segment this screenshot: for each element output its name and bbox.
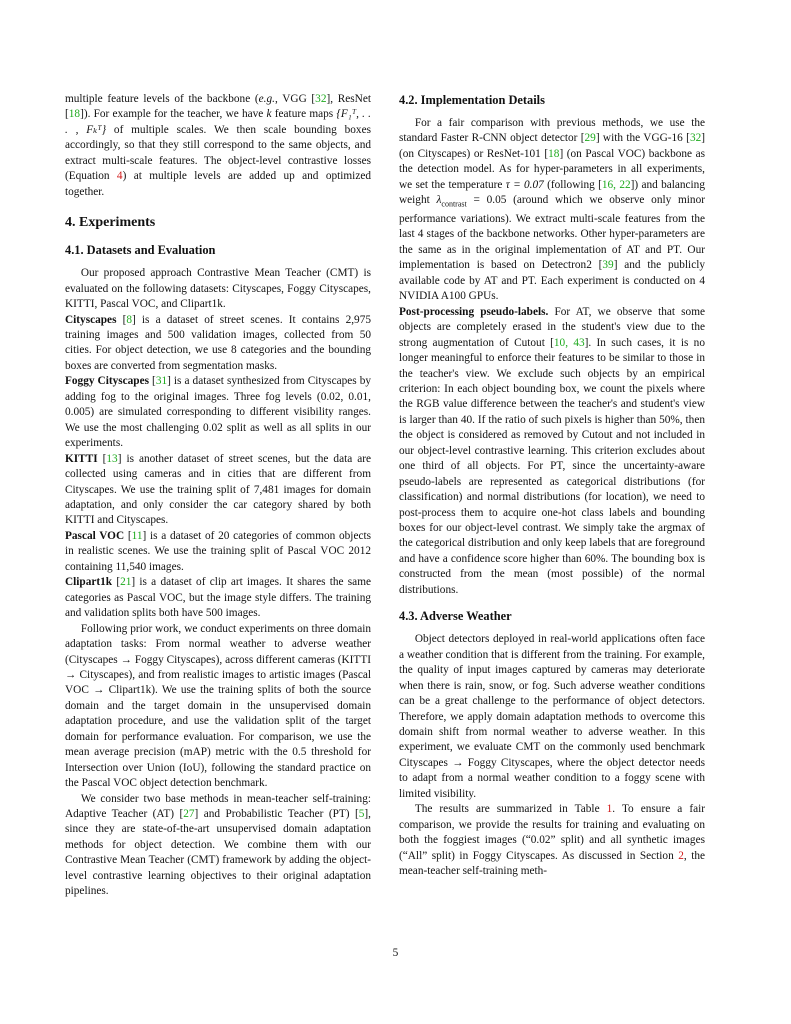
citation-link[interactable]: 21 [120,576,132,589]
citation-link[interactable]: 18 [68,108,81,121]
equation-link[interactable]: 4 [116,170,123,183]
implementation-paragraph: For a fair comparison with previous methods, we use the standard Faster R-CNN object detector [29] with the VGG-16 [32] (on Cityscapes) or ResNet-101 [18] (on Pascal VOC) backbone as the detection model. As for hyper-parameters in all experiments, we set the temperature τ = 0.07 (following [16, 22]) and balancing weight $\lambda_{contrast} = 0.05$ (around which we observe only minor performance variations). We extract multi-scale features from the last 4 stages of the backbone networks. Other hyper-parameters are the same as in the original implementation of AT and PT. Our implementation is based on Detectron2 [39] and the publicly available code by AT and PT. Each experiment is conducted on 4 NVIDIA A100 GPUs. [399,117,706,303]
citation-link[interactable]: 31 [155,375,168,388]
citation-link[interactable]: 32 [315,93,327,105]
citation-link[interactable]: 32 [689,132,702,145]
citation-link[interactable]: 22 [619,178,631,191]
citation-link[interactable]: 39 [602,259,614,272]
datasets-intro-paragraph: Our proposed approach Contrastive Mean Teacher (CMT) is evaluated on the following datasets: Cityscapes, Foggy Cityscapes, KITTI, Pascal VOC, and Clipart1k. [65,267,371,311]
citation-link[interactable]: 5 [358,808,365,821]
left-column [65,92,371,900]
weather-paragraph-2: The results are summarized in Table 1. To ensure a fair comparison, we provide the results for training and evaluating on both the foggiest images (“0.02” split) and all synthetic images (“All” split) in Foggy Cityscapes. As discussed in Section 2, the mean-teacher self-training meth- [399,803,706,878]
section-heading-experiments: 4. Experiments [65,215,156,231]
citation-link[interactable]: 43 [573,336,585,349]
dataset-clipart-paragraph: Clipart1k [21] is a dataset of clip art images. It shares the same categories as Pascal VOC, but the image style differs. The training and validation splits both have 500 images. [65,576,371,620]
baselines-paragraph: We consider two base methods in mean-teacher self-training: Adaptive Teacher (AT) [27] and Probabilistic Teacher (PT) [5], since they are state-of-the-art unsupervised domain adaptation methods for object detection. We combine them with our Contrastive Mean Teacher (CMT) framework by adding the object-level contrastive learning objectives to their original adaptation pipelines. [65,792,371,898]
dataset-pascal-paragraph: Pascal VOC [11] is a dataset of 20 categories of common objects in realistic scenes. We use the training split of Pascal VOC 2012 containing 11,540 images. [65,529,372,573]
postprocessing-paragraph: Post-processing pseudo-labels. For AT, we observe that some objects are completely erased in the student's view due to the strong augmentation of Cutout [10, 43]. In such cases, it is no longer meaningful to enforce their features to be similar to those in the teacher's view. We exclude such objects by an empirical criterion: In each object bounding box, we count the pixels where the RGB value difference between the teacher's and student's view is larger than 40. If the ratio of such pixels is higher than 50%, then the object is considered as removed by Cutout and not included in our object-level contrastive learning. This criterion excludes about one third of all objects. For PT, since the uncertainty-aware pseudo-labels are represented as categorical distributions (for classification) and normal distributions (for location), we need to post-process them to acquire one-hot class labels and bounding boxes for our object-level contrast. We simply take the argmax of the categorical distribution and only keep labels that are foreground and have a confidence score higher than 60%. The bounding box is constructed from the mean (most possible) of the normal distributions. [399,305,705,596]
citation-link[interactable]: 10 [553,336,566,349]
dataset-foggy-paragraph: Foggy Cityscapes [31] is a dataset synthesized from Cityscapes by adding fog to the original images. Three fog levels (0.02, 0.01, 0.005) are simulated corresponding to different visibility ranges. We use the most challenging 0.02 split as well as all splits in our experiments. [65,375,371,450]
table-link[interactable]: 1 [606,803,613,816]
dataset-cityscapes-paragraph: Cityscapes [8] is a dataset of street scenes. It contains 2,975 training images and 500 validation images, collected from 50 cities. For object detection, we use 8 categories and the bounding boxes are converted from segmentation masks. [65,313,371,372]
intro-paragraph: multiple feature levels of the backbone (e.g., VGG [32], ResNet [18]). For example for the teacher, we have k feature maps {F₁ᵀ, . . . , Fₖᵀ} of multiple scales. We then scale bounding boxes accordingly, so that they still correspond to the same objects, and extract multi-scale features. The object-level contrastive losses (Equation 4) at multiple levels are added up and optimized together. [65,93,371,198]
citation-link[interactable]: 29 [584,132,596,145]
following-paragraph: Following prior work, we conduct experiments on three domain adaptation tasks: From normal weather to adverse weather (Cityscapes → Foggy Cityscapes), across different cameras (KITTI → Cityscapes), and from realistic images to artistic images (Pascal VOC → Clipart1k). We use the training splits of both the source domain and the target domain in the unsupervised domain adaptation procedure, and use the validation split of the target domain for performance evaluation. For comparison, we use the mean average precision (mAP) metric with the 0.5 threshold for Intersection over Union (IoU), following the standard practice on the Pascal VOC object detection benchmark. [65,622,371,790]
citation-link[interactable]: 27 [183,808,195,821]
page-number: 5 [392,947,399,959]
right-column [399,92,705,880]
subsection-heading-implementation: 4.2. Implementation Details [399,93,545,107]
subsection-heading-datasets: 4.1. Datasets and Evaluation [65,243,216,258]
section-link[interactable]: 2 [678,849,684,862]
weather-paragraph-1: Object detectors deployed in real-world applications often face a weather condition that is different from the training. For example, the quality of input images captured by cameras may deteriorate when there is rain, snow, or fog. Such adverse weather conditions can be a great challenge to the performance of object detectors. Therefore, we apply domain adaptation methods to overcome this domain shift from normal weather to adverse weather. In this experiment, we evaluate CMT on the commonly used benchmark Cityscapes → Foggy Cityscapes, where the object detector needs to adapt from a normal weather condition to a foggy scene with limited visibility. [399,633,705,800]
subsection-heading-adverse-weather: 4.3. Adverse Weather [399,609,512,624]
citation-link[interactable]: 11 [131,529,143,542]
dataset-kitti-paragraph: KITTI [13] is another dataset of street scenes, but the data are collected using cameras and in cities that are different from Cityscapes. We use the training split of 7,481 images for domain adaptation, and only consider the car category shared by both KITTI and Cityscapes. [65,452,371,527]
citation-link[interactable]: 13 [106,452,118,465]
paragraph-heading: Post-processing pseudo-labels. [399,305,549,318]
citation-link[interactable]: 18 [548,147,560,160]
citation-link[interactable]: 16 [601,178,614,191]
citation-link[interactable]: 8 [126,313,133,326]
